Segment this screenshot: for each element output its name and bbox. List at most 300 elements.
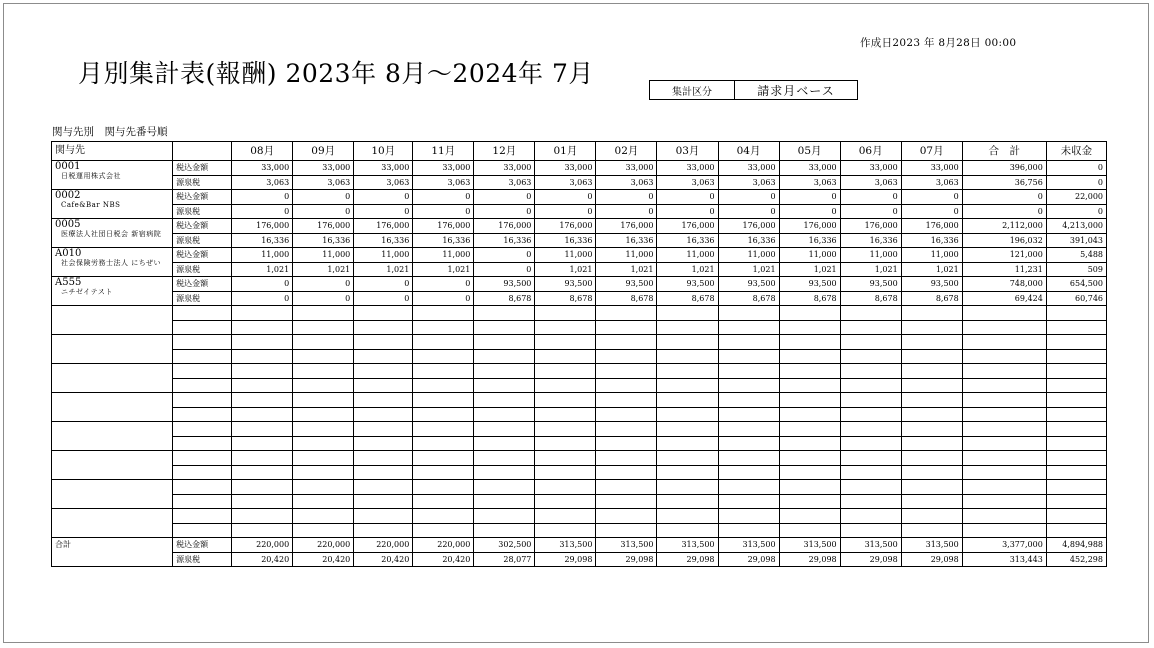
- blank-cell: [840, 523, 901, 538]
- blank-cell: [293, 407, 354, 422]
- blank-cell: [596, 378, 657, 393]
- blank-cell: [413, 523, 474, 538]
- amount-cell: 220,000: [293, 538, 354, 553]
- blank-cell: [840, 509, 901, 524]
- amount-type-label: 源泉税: [173, 233, 232, 248]
- blank-cell: [535, 465, 596, 480]
- amount-cell: 29,098: [901, 552, 962, 567]
- blank-cell: [901, 349, 962, 364]
- amount-cell: 29,098: [840, 552, 901, 567]
- blank-cell: [779, 494, 840, 509]
- blank-cell: [413, 494, 474, 509]
- blank-cell: [1046, 451, 1106, 466]
- amount-cell: 16,336: [901, 233, 962, 248]
- blank-cell: [657, 364, 718, 379]
- blank-row: [52, 335, 1107, 350]
- amount-cell: 93,500: [718, 277, 779, 292]
- client-name: Cafe&Bar NBS: [61, 201, 121, 209]
- blank-cell: [173, 436, 232, 451]
- amount-cell: 29,098: [779, 552, 840, 567]
- column-header: 未収金: [1046, 142, 1106, 161]
- blank-client-cell: [52, 364, 173, 393]
- amount-cell: 4,894,988: [1046, 538, 1106, 553]
- amount-cell: 3,063: [657, 175, 718, 190]
- amount-cell: 16,336: [474, 233, 535, 248]
- blank-cell: [962, 349, 1046, 364]
- amount-cell: 313,500: [779, 538, 840, 553]
- amount-cell: 20,420: [293, 552, 354, 567]
- table-row: [52, 291, 1107, 306]
- amount-cell: 391,043: [1046, 233, 1106, 248]
- amount-cell: 3,063: [293, 175, 354, 190]
- column-header: 07月: [901, 142, 962, 161]
- client-code: A010: [55, 248, 82, 259]
- column-header: 関与先: [52, 142, 173, 161]
- blank-cell: [535, 320, 596, 335]
- amount-cell: 16,336: [413, 233, 474, 248]
- blank-cell: [413, 451, 474, 466]
- header-row: [52, 142, 1107, 161]
- amount-cell: 313,500: [840, 538, 901, 553]
- amount-cell: 0: [1046, 175, 1106, 190]
- blank-row: [52, 422, 1107, 437]
- amount-cell: 11,231: [962, 262, 1046, 277]
- blank-cell: [962, 335, 1046, 350]
- blank-cell: [901, 306, 962, 321]
- amount-cell: 93,500: [901, 277, 962, 292]
- blank-cell: [901, 451, 962, 466]
- amount-cell: 33,000: [901, 161, 962, 176]
- client-name: 医療法人社団日税会 新宿病院: [61, 230, 162, 238]
- blank-cell: [354, 349, 413, 364]
- amount-cell: 93,500: [596, 277, 657, 292]
- blank-cell: [901, 320, 962, 335]
- amount-cell: 11,000: [413, 248, 474, 263]
- total-row: [52, 552, 1107, 567]
- blank-cell: [840, 320, 901, 335]
- blank-cell: [354, 509, 413, 524]
- amount-cell: 33,000: [718, 161, 779, 176]
- aggregation-category-label: 集計区分: [650, 81, 735, 99]
- blank-cell: [596, 349, 657, 364]
- amount-cell: 3,377,000: [962, 538, 1046, 553]
- amount-cell: 0: [901, 204, 962, 219]
- blank-cell: [840, 349, 901, 364]
- blank-cell: [901, 436, 962, 451]
- column-header: 11月: [413, 142, 474, 161]
- blank-cell: [657, 320, 718, 335]
- amount-type-label: 源泉税: [173, 552, 232, 567]
- amount-cell: 1,021: [354, 262, 413, 277]
- blank-cell: [657, 436, 718, 451]
- amount-cell: 176,000: [657, 219, 718, 234]
- blank-cell: [413, 378, 474, 393]
- blank-cell: [779, 480, 840, 495]
- blank-cell: [173, 335, 232, 350]
- blank-cell: [596, 407, 657, 422]
- blank-cell: [840, 436, 901, 451]
- amount-cell: 313,500: [901, 538, 962, 553]
- amount-cell: 93,500: [535, 277, 596, 292]
- blank-cell: [293, 465, 354, 480]
- blank-cell: [718, 436, 779, 451]
- amount-cell: 0: [293, 291, 354, 306]
- amount-cell: 0: [413, 204, 474, 219]
- sort-caption: 関与先別 関与先番号順: [52, 126, 168, 138]
- amount-cell: 33,000: [474, 161, 535, 176]
- blank-cell: [840, 451, 901, 466]
- blank-cell: [293, 480, 354, 495]
- blank-cell: [779, 349, 840, 364]
- blank-cell: [535, 335, 596, 350]
- blank-cell: [173, 378, 232, 393]
- amount-cell: 69,424: [962, 291, 1046, 306]
- blank-cell: [232, 364, 293, 379]
- blank-client-cell: [52, 306, 173, 335]
- blank-cell: [173, 306, 232, 321]
- client-cell: [52, 219, 173, 248]
- amount-cell: 0: [413, 291, 474, 306]
- blank-cell: [596, 306, 657, 321]
- monthly-summary-table: [51, 141, 1107, 567]
- blank-client-cell: [52, 335, 173, 364]
- blank-cell: [293, 349, 354, 364]
- table-row: [52, 277, 1107, 292]
- amount-cell: 0: [474, 204, 535, 219]
- blank-cell: [901, 335, 962, 350]
- amount-cell: 0: [474, 190, 535, 205]
- table-row: [52, 262, 1107, 277]
- amount-cell: 3,063: [901, 175, 962, 190]
- blank-cell: [535, 480, 596, 495]
- amount-cell: 1,021: [901, 262, 962, 277]
- amount-cell: 0: [962, 190, 1046, 205]
- blank-client-cell: [52, 480, 173, 509]
- column-header: 10月: [354, 142, 413, 161]
- blank-cell: [474, 335, 535, 350]
- blank-cell: [413, 509, 474, 524]
- blank-client-cell: [52, 451, 173, 480]
- amount-cell: 16,336: [232, 233, 293, 248]
- table-row: [52, 219, 1107, 234]
- amount-cell: 396,000: [962, 161, 1046, 176]
- blank-cell: [474, 364, 535, 379]
- blank-cell: [1046, 393, 1106, 408]
- blank-cell: [901, 523, 962, 538]
- amount-cell: 1,021: [232, 262, 293, 277]
- amount-cell: 11,000: [535, 248, 596, 263]
- blank-cell: [173, 451, 232, 466]
- blank-cell: [232, 349, 293, 364]
- blank-cell: [354, 436, 413, 451]
- total-row: [52, 538, 1107, 553]
- blank-cell: [413, 349, 474, 364]
- blank-cell: [657, 378, 718, 393]
- blank-cell: [293, 320, 354, 335]
- amount-cell: 16,336: [293, 233, 354, 248]
- amount-cell: 2,112,000: [962, 219, 1046, 234]
- blank-cell: [535, 436, 596, 451]
- blank-cell: [840, 393, 901, 408]
- amount-cell: 3,063: [779, 175, 840, 190]
- blank-cell: [1046, 335, 1106, 350]
- amount-cell: 313,500: [657, 538, 718, 553]
- column-header: 03月: [657, 142, 718, 161]
- blank-cell: [354, 465, 413, 480]
- amount-cell: 29,098: [718, 552, 779, 567]
- blank-cell: [354, 393, 413, 408]
- amount-cell: 0: [232, 291, 293, 306]
- blank-cell: [354, 407, 413, 422]
- blank-cell: [962, 393, 1046, 408]
- blank-cell: [1046, 407, 1106, 422]
- amount-cell: 3,063: [354, 175, 413, 190]
- blank-cell: [413, 465, 474, 480]
- amount-cell: 176,000: [293, 219, 354, 234]
- blank-cell: [718, 480, 779, 495]
- blank-cell: [779, 451, 840, 466]
- report-title: 月別集計表(報酬) 2023年 8月～2024年 7月: [78, 59, 594, 88]
- amount-cell: 16,336: [657, 233, 718, 248]
- amount-cell: 16,336: [718, 233, 779, 248]
- amount-cell: 0: [657, 190, 718, 205]
- blank-row: [52, 451, 1107, 466]
- amount-cell: 121,000: [962, 248, 1046, 263]
- amount-cell: 8,678: [901, 291, 962, 306]
- amount-cell: 11,000: [718, 248, 779, 263]
- blank-cell: [474, 436, 535, 451]
- blank-row: [52, 364, 1107, 379]
- blank-cell: [413, 335, 474, 350]
- table-row: [52, 161, 1107, 176]
- amount-cell: 176,000: [354, 219, 413, 234]
- aggregation-category-box: [649, 80, 858, 100]
- blank-cell: [232, 494, 293, 509]
- blank-cell: [779, 364, 840, 379]
- amount-cell: 0: [413, 190, 474, 205]
- amount-cell: 3,063: [474, 175, 535, 190]
- blank-cell: [474, 480, 535, 495]
- blank-cell: [354, 451, 413, 466]
- blank-cell: [474, 523, 535, 538]
- blank-cell: [535, 393, 596, 408]
- blank-cell: [173, 320, 232, 335]
- blank-cell: [779, 407, 840, 422]
- amount-cell: 11,000: [293, 248, 354, 263]
- blank-cell: [657, 306, 718, 321]
- blank-cell: [232, 480, 293, 495]
- blank-cell: [718, 393, 779, 408]
- blank-cell: [718, 465, 779, 480]
- amount-cell: 8,678: [474, 291, 535, 306]
- amount-cell: 0: [779, 190, 840, 205]
- amount-cell: 29,098: [657, 552, 718, 567]
- blank-cell: [657, 480, 718, 495]
- amount-type-label: 源泉税: [173, 175, 232, 190]
- amount-cell: 33,000: [596, 161, 657, 176]
- amount-cell: 313,500: [535, 538, 596, 553]
- amount-cell: 1,021: [718, 262, 779, 277]
- blank-cell: [962, 509, 1046, 524]
- amount-cell: 16,336: [535, 233, 596, 248]
- amount-cell: 3,063: [596, 175, 657, 190]
- blank-cell: [232, 407, 293, 422]
- blank-cell: [413, 364, 474, 379]
- blank-cell: [293, 306, 354, 321]
- table-row: [52, 233, 1107, 248]
- blank-cell: [535, 364, 596, 379]
- print-date: 作成日2023 年 8月28日 00:00: [860, 37, 1017, 49]
- blank-cell: [535, 422, 596, 437]
- amount-type-label: 源泉税: [173, 262, 232, 277]
- amount-type-label: 税込金額: [173, 248, 232, 263]
- blank-cell: [413, 407, 474, 422]
- amount-cell: 11,000: [657, 248, 718, 263]
- amount-cell: 176,000: [840, 219, 901, 234]
- blank-cell: [535, 407, 596, 422]
- client-name: ニチゼイテスト: [61, 288, 113, 296]
- blank-cell: [596, 335, 657, 350]
- blank-client-cell: [52, 393, 173, 422]
- blank-cell: [1046, 436, 1106, 451]
- blank-cell: [901, 378, 962, 393]
- amount-cell: 93,500: [474, 277, 535, 292]
- amount-cell: 0: [293, 277, 354, 292]
- blank-cell: [354, 378, 413, 393]
- blank-cell: [232, 451, 293, 466]
- blank-cell: [596, 422, 657, 437]
- blank-cell: [232, 436, 293, 451]
- amount-cell: 0: [354, 291, 413, 306]
- amount-type-label: 税込金額: [173, 538, 232, 553]
- column-header: 02月: [596, 142, 657, 161]
- blank-cell: [293, 378, 354, 393]
- amount-type-label: 源泉税: [173, 204, 232, 219]
- amount-cell: 11,000: [779, 248, 840, 263]
- client-cell: [52, 277, 173, 306]
- amount-cell: 176,000: [232, 219, 293, 234]
- amount-cell: 0: [354, 277, 413, 292]
- blank-cell: [413, 422, 474, 437]
- blank-cell: [1046, 509, 1106, 524]
- amount-cell: 1,021: [535, 262, 596, 277]
- amount-cell: 176,000: [901, 219, 962, 234]
- blank-cell: [840, 378, 901, 393]
- column-header: 04月: [718, 142, 779, 161]
- blank-cell: [718, 349, 779, 364]
- blank-cell: [293, 364, 354, 379]
- amount-cell: 302,500: [474, 538, 535, 553]
- blank-cell: [718, 320, 779, 335]
- blank-cell: [840, 306, 901, 321]
- blank-cell: [232, 465, 293, 480]
- table-row: [52, 248, 1107, 263]
- blank-cell: [232, 335, 293, 350]
- blank-cell: [962, 480, 1046, 495]
- client-cell: [52, 248, 173, 277]
- amount-cell: 0: [293, 190, 354, 205]
- amount-cell: 3,063: [535, 175, 596, 190]
- amount-cell: 313,500: [718, 538, 779, 553]
- amount-cell: 29,098: [535, 552, 596, 567]
- aggregation-category-value: 請求月ベース: [757, 83, 835, 98]
- amount-cell: 3,063: [840, 175, 901, 190]
- blank-cell: [474, 320, 535, 335]
- blank-cell: [718, 335, 779, 350]
- blank-cell: [1046, 378, 1106, 393]
- blank-cell: [1046, 480, 1106, 495]
- blank-row: [52, 436, 1107, 451]
- blank-cell: [779, 509, 840, 524]
- blank-cell: [657, 465, 718, 480]
- blank-row: [52, 480, 1107, 495]
- amount-cell: 0: [413, 277, 474, 292]
- blank-cell: [901, 480, 962, 495]
- amount-cell: 8,678: [779, 291, 840, 306]
- blank-cell: [1046, 422, 1106, 437]
- blank-cell: [657, 393, 718, 408]
- blank-cell: [718, 422, 779, 437]
- blank-cell: [354, 523, 413, 538]
- blank-cell: [232, 509, 293, 524]
- blank-cell: [1046, 349, 1106, 364]
- blank-row: [52, 320, 1107, 335]
- blank-cell: [474, 306, 535, 321]
- blank-cell: [413, 480, 474, 495]
- blank-cell: [840, 480, 901, 495]
- amount-cell: 1,021: [840, 262, 901, 277]
- blank-cell: [657, 494, 718, 509]
- amount-cell: 33,000: [535, 161, 596, 176]
- amount-cell: 0: [962, 204, 1046, 219]
- amount-cell: 452,298: [1046, 552, 1106, 567]
- amount-cell: 0: [232, 204, 293, 219]
- blank-row: [52, 494, 1107, 509]
- blank-cell: [232, 422, 293, 437]
- blank-cell: [962, 451, 1046, 466]
- blank-cell: [173, 393, 232, 408]
- amount-cell: 33,000: [657, 161, 718, 176]
- amount-type-label: 税込金額: [173, 190, 232, 205]
- amount-type-label: 税込金額: [173, 219, 232, 234]
- amount-cell: 176,000: [718, 219, 779, 234]
- blank-cell: [293, 523, 354, 538]
- blank-cell: [173, 465, 232, 480]
- amount-cell: 0: [596, 190, 657, 205]
- blank-cell: [718, 364, 779, 379]
- amount-cell: 16,336: [596, 233, 657, 248]
- amount-cell: 11,000: [354, 248, 413, 263]
- amount-cell: 0: [718, 204, 779, 219]
- blank-cell: [840, 407, 901, 422]
- client-code: A555: [55, 277, 82, 288]
- blank-cell: [232, 523, 293, 538]
- amount-cell: 33,000: [840, 161, 901, 176]
- amount-cell: 33,000: [779, 161, 840, 176]
- blank-cell: [293, 436, 354, 451]
- client-name: 日税運用株式会社: [61, 172, 121, 180]
- blank-cell: [1046, 320, 1106, 335]
- blank-cell: [840, 335, 901, 350]
- blank-cell: [474, 378, 535, 393]
- client-cell: [52, 190, 173, 219]
- client-cell: [52, 161, 173, 190]
- blank-cell: [293, 509, 354, 524]
- blank-cell: [474, 422, 535, 437]
- blank-cell: [535, 509, 596, 524]
- blank-cell: [596, 320, 657, 335]
- blank-cell: [718, 451, 779, 466]
